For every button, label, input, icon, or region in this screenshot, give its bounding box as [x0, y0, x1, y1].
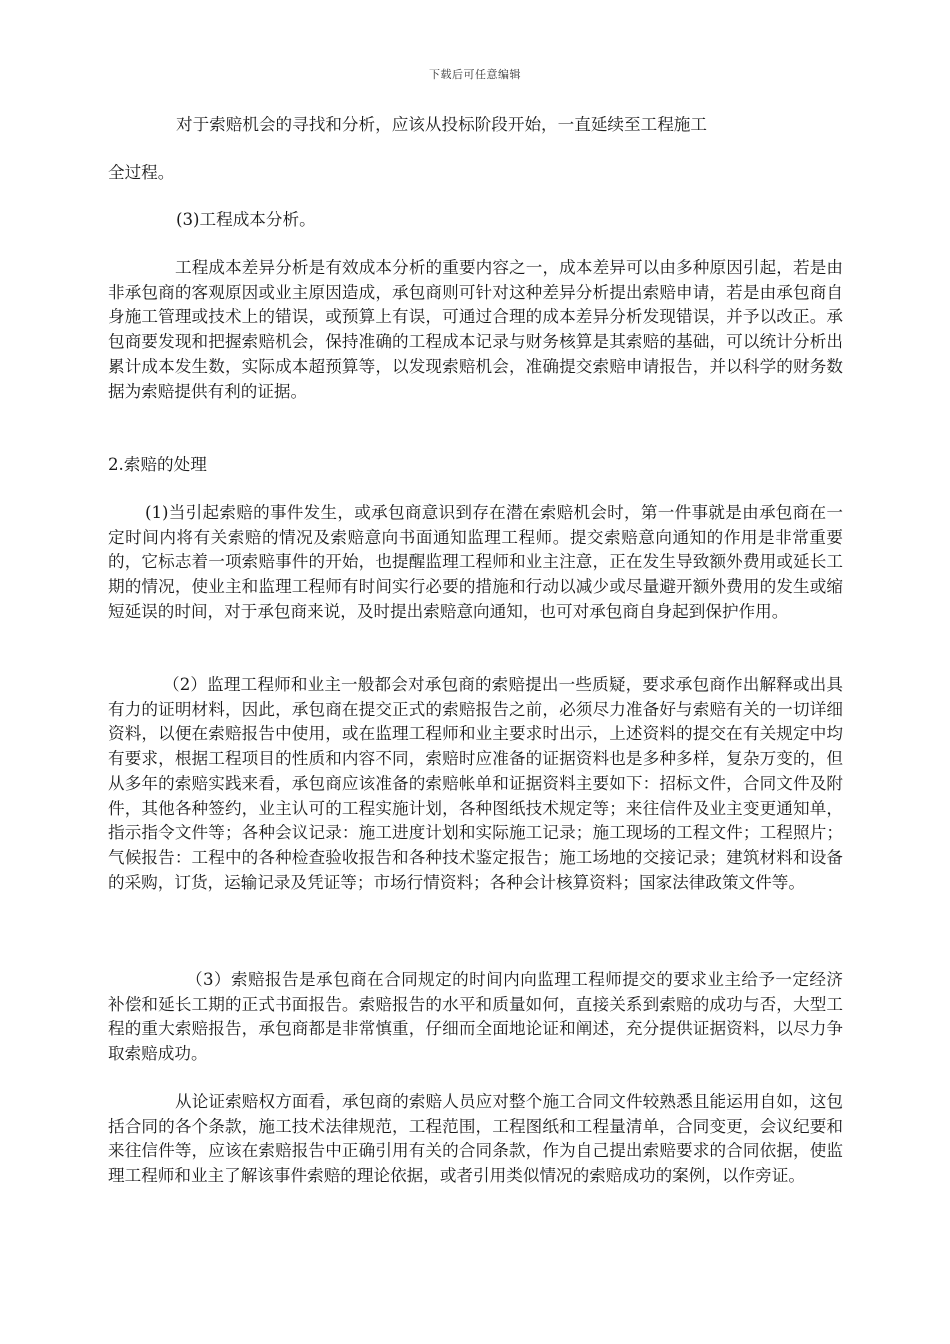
- paragraph-claim-item-1: (1)当引起索赔的事件发生，或承包商意识到存在潜在索赔机会时，第一件事就是由承包商在一定时间内将有关索赔的情况及索赔意向书面通知监理工程师。提交索赔意向通知的作用是非常重要的，它标志着一项索赔事件的开始，也提醒监理工程师和业主注意，正在发生导致额外费用或延长工期的情况，使业主和监理工程师有时间实行必要的措施和行动以减少或尽量避开额外费用的发生或缩短延误的时间，对于承包商来说，及时提出索赔意向通知，也可对承包商自身起到保护作用。: [108, 503, 843, 621]
- paragraph-claim-item-2: （2）监理工程师和业主一般都会对承包商的索赔提出一些质疑，要求承包商作出解释或出具有力的证明材料，因此，承包商在提交正式的索赔报告之前，必须尽力准备好与索赔有关的一切详细资料，以便在索赔报告中使用，或在监理工程师和业主要求时出示，上述资料的提交在有关规定中均有要求，根据工程项目的性质和内容不同，索赔时应准备的证据资料也是多种多样，复杂万变的，但从多年的索赔实践来看，承包商应该准备的索赔帐单和证据资料主要如下：招标文件，合同文件及附件，其他各种签约，业主认可的工程实施计划，各种图纸技术规定等；来往信件及业主变更通知单，指示指令文件等；各种会议记录：施工进度计划和实际施工记录；施工现场的工程文件；工程照片；气候报告：工程中的各种检查验收报告和各种技术鉴定报告；施工场地的交接记录；建筑材料和设备的采购，订货，运输记录及凭证等；市场行情资料；各种会计核算资料；国家法律政策文件等。: [108, 675, 843, 892]
- paragraph-claim-search-line2: 全过程。: [108, 163, 175, 182]
- paragraph-claim-item-3: （3）索赔报告是承包商在合同规定的时间内向监理工程师提交的要求业主给予一定经济补偿和延长工期的正式书面报告。索赔报告的水平和质量如何，直接关系到索赔的成功与否，大型工程的重大索赔报告，承包商都是非常慎重，仔细而全面地论证和阐述，充分提供证据资料，以尽力争取索赔成功。: [108, 970, 843, 1064]
- paragraph-claim-argument: 从论证索赔权方面看，承包商的索赔人员应对整个施工合同文件较熟悉且能运用自如，这包括合同的各个条款，施工技术法律规范，工程范围，工程图纸和工程量清单，合同变更，会议纪要和来往信件等，应该在索赔报告中正确引用有关的合同条款，作为自己提出索赔要求的合同依据，使监理工程师和业主了解该事件索赔的理论依据，或者引用类似情况的索赔成功的案例，以作旁证。: [108, 1092, 843, 1186]
- section-heading-claim-handling: 2.索赔的处理: [108, 455, 207, 474]
- paragraph-cost-variance: 工程成本差异分析是有效成本分析的重要内容之一，成本差异可以由多种原因引起，若是由非承包商的客观原因或业主原因造成，承包商则可针对这种差异分析提出索赔申请，若是由承包商自身施工管理或技术上的错误，或预算上有误，可通过合理的成本差异分析发现错误，并予以改正。承包商要发现和把握索赔机会，保持准确的工程成本记录与财务核算是其索赔的基础，可以统计分析出累计成本发生数，实际成本超预算等，以发现索赔机会，准确提交索赔申请报告，并以科学的财务数据为索赔提供有利的证据。: [108, 258, 843, 401]
- subheading-cost-analysis: (3)工程成本分析。: [176, 210, 316, 229]
- paragraph-claim-search-line1: 对于索赔机会的寻找和分析，应该从投标阶段开始，一直延续至工程施工: [176, 115, 707, 134]
- download-note: 下载后可任意编辑: [429, 68, 521, 81]
